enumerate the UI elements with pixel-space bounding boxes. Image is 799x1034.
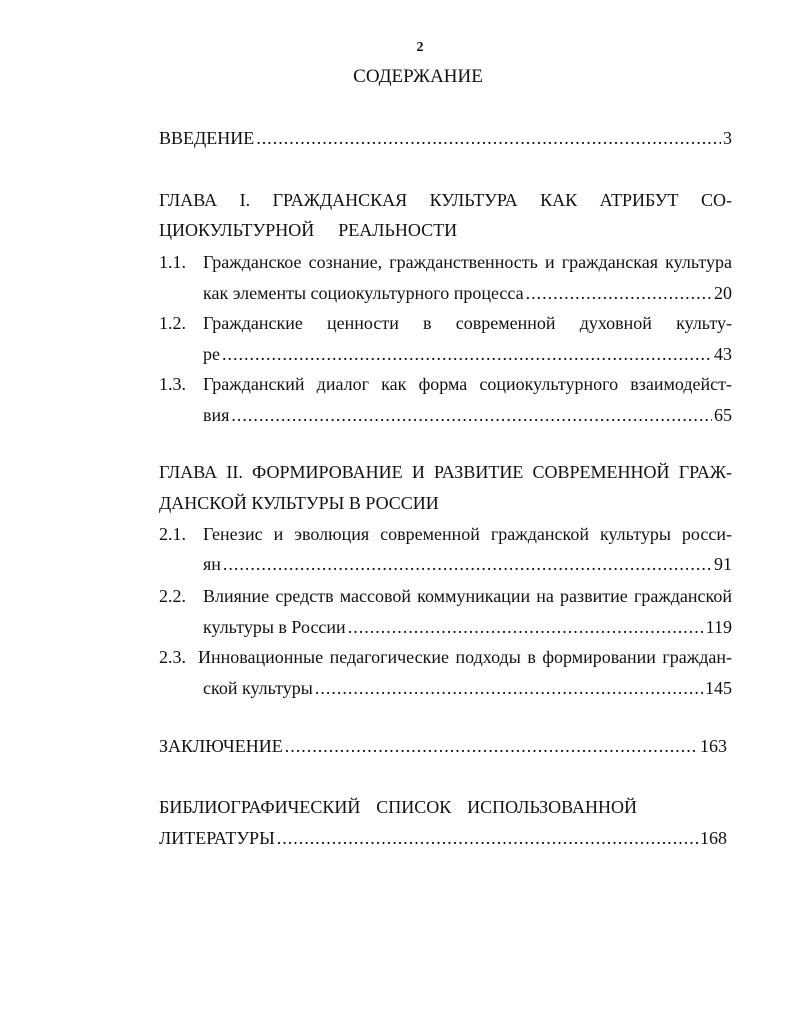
- chapter-2-heading-line-2: ДАНСКОЙ КУЛЬТУРЫ В РОССИИ: [159, 493, 439, 513]
- toc-label: вия: [203, 405, 230, 425]
- title-word: культу-: [676, 313, 732, 333]
- section-number: 2.2.: [159, 586, 186, 606]
- heading-word: ЦИОКУЛЬТУРНОЙ: [159, 220, 315, 240]
- title-word: БИБЛИОГРАФИЧЕСКИЙ: [159, 797, 361, 817]
- heading-word: АТРИБУТ: [599, 190, 679, 210]
- dot-leader: [231, 404, 712, 426]
- dot-leader: [526, 282, 712, 304]
- section-number: 2.1.: [159, 524, 186, 544]
- section-number: 1.3.: [159, 374, 186, 394]
- toc-page: 119: [705, 617, 732, 637]
- dot-leader: [285, 735, 698, 757]
- toc-label: ской культуры: [203, 678, 313, 698]
- toc-page: 168: [700, 828, 727, 848]
- dot-leader: [222, 343, 712, 365]
- heading-word: I.: [239, 190, 251, 210]
- section-title-line-2: [203, 553, 732, 575]
- page-number: 2: [416, 40, 424, 55]
- title-word: ИСПОЛЬЗОВАННОЙ: [467, 797, 637, 817]
- heading-word: КУЛЬТУРА: [429, 190, 518, 210]
- heading-word: ГРАЖДАНСКАЯ: [272, 190, 408, 210]
- toc-page: 43: [714, 344, 732, 364]
- toc-page: 20: [714, 283, 732, 303]
- section-title-line-1: Гражданский диалог как форма социокультурного взаимодейст-: [203, 374, 732, 394]
- page-title: СОДЕРЖАНИЕ: [353, 66, 483, 87]
- dot-leader: [256, 127, 721, 149]
- toc-label: ян: [203, 554, 221, 574]
- section-title-line-2: [203, 616, 732, 638]
- bibliography-line-2: [159, 827, 727, 849]
- title-word: ценности: [327, 313, 399, 333]
- toc-label: культуры в России: [203, 617, 346, 637]
- dot-leader: [277, 827, 698, 849]
- section-title-line-2: [203, 343, 732, 365]
- toc-entry-conclusion[interactable]: [159, 735, 727, 757]
- title-word: современной: [455, 313, 556, 333]
- chapter-1-heading-line-1: [159, 189, 732, 211]
- chapter-2-heading-line-1: ГЛАВА II. ФОРМИРОВАНИЕ И РАЗВИТИЕ СОВРЕМЕННОЙ ГРАЖ-: [159, 462, 732, 482]
- section-title-line-1: [203, 312, 732, 334]
- heading-word: КАК: [540, 190, 578, 210]
- dot-leader: [348, 616, 704, 638]
- title-word: в: [423, 313, 432, 333]
- section-number: 1.1.: [159, 252, 186, 272]
- section-title-line-1: Инновационные педагогические подходы в формировании граждан-: [198, 647, 732, 667]
- toc-page: 65: [714, 405, 732, 425]
- toc-page: 145: [705, 678, 732, 698]
- section-title-line-2: [203, 677, 732, 699]
- toc-page: 91: [714, 554, 732, 574]
- heading-word: ГЛАВА: [159, 190, 218, 210]
- toc-label: ре: [203, 344, 220, 364]
- toc-page: 3: [723, 128, 732, 148]
- section-title-line-1: Влияние средств массовой коммуникации на развитие гражданской: [203, 586, 732, 606]
- toc-entry-introduction[interactable]: [159, 127, 732, 149]
- dot-leader: [315, 677, 703, 699]
- toc-label: ЗАКЛЮЧЕНИЕ: [159, 736, 283, 756]
- section-title-line-2: [203, 404, 732, 426]
- dot-leader: [223, 553, 712, 575]
- section-title-line-2: [203, 282, 732, 304]
- heading-word: РЕАЛЬНОСТИ: [338, 220, 458, 240]
- title-word: Гражданские: [203, 313, 303, 333]
- section-title-line-1: Гражданское сознание, гражданственность и гражданская культура: [203, 252, 732, 272]
- title-word: духовной: [579, 313, 652, 333]
- section-number: 1.2.: [159, 313, 186, 333]
- bibliography-line-1: [159, 796, 637, 818]
- section-number: 2.3.: [159, 647, 186, 667]
- toc-page: 163: [700, 736, 727, 756]
- chapter-1-heading-line-2: [159, 219, 457, 241]
- toc-label: ЛИТЕРАТУРЫ: [159, 828, 275, 848]
- heading-word: СО-: [700, 190, 732, 210]
- title-word: СПИСОК: [376, 797, 452, 817]
- section-title-line-1: Генезис и эволюция современной гражданской культуры росси-: [203, 524, 732, 544]
- toc-label: как элементы социокультурного процесса: [203, 283, 524, 303]
- toc-label: ВВЕДЕНИЕ: [159, 128, 255, 148]
